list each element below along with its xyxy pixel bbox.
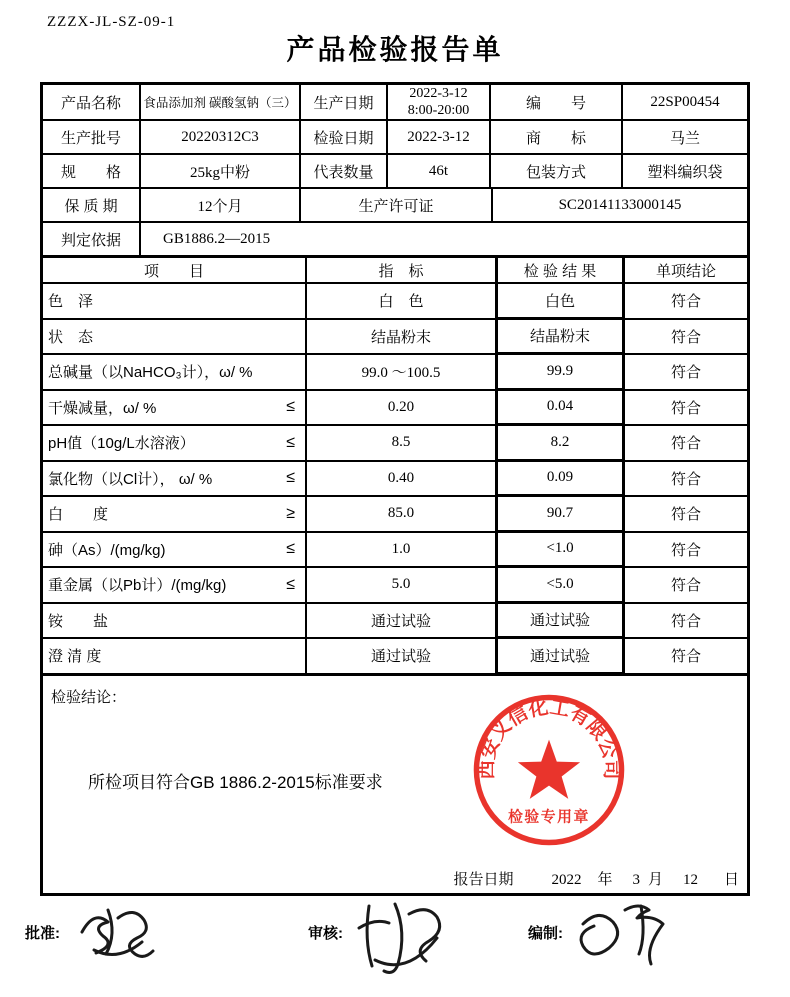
item-name: 砷（As）/(mg/kg) xyxy=(48,541,166,559)
item-name: 色 泽 xyxy=(48,293,94,311)
item-row xyxy=(43,355,747,391)
report-date-month-unit: 月 xyxy=(647,870,663,888)
item-name: 重金属（以Pb计）/(mg/kg) xyxy=(48,577,227,595)
item-conclusion: 符合 xyxy=(670,400,701,417)
review-label: 审核: xyxy=(308,925,343,942)
item-spec: 通过试验 xyxy=(307,604,497,638)
item-conclusion: 符合 xyxy=(670,613,701,630)
info-row-3 xyxy=(43,155,747,189)
item-symbol: ≤ xyxy=(286,540,295,558)
item-result: 99.9 xyxy=(497,355,625,389)
item-name: pH值（10g/L水溶液） xyxy=(48,435,195,453)
items-header-item: 项 目 xyxy=(43,258,307,282)
signature-footer xyxy=(0,898,790,988)
item-row xyxy=(43,497,747,533)
inspection-date-value: 2022-3-12 xyxy=(388,121,491,153)
report-date-day-unit: 日 xyxy=(723,870,739,888)
item-spec: 0.20 xyxy=(307,391,497,425)
license-label: 生产许可证 xyxy=(301,189,493,221)
page-title: 产品检验报告单 xyxy=(286,34,504,65)
item-result: <1.0 xyxy=(497,533,625,567)
item-symbol: ≤ xyxy=(286,433,295,451)
product-name-label: 产品名称 xyxy=(43,85,141,119)
spec-value: 25kg中粉 xyxy=(141,155,301,187)
item-conclusion: 符合 xyxy=(670,649,701,666)
items-header-spec: 指 标 xyxy=(307,258,497,282)
shelf-life-label: 保 质 期 xyxy=(43,189,141,221)
item-row xyxy=(43,533,747,569)
production-date-label: 生产日期 xyxy=(301,85,388,119)
report-date-month: 3 xyxy=(632,871,640,888)
production-date-value xyxy=(388,85,491,119)
approver-group xyxy=(25,898,163,964)
approve-label: 批准: xyxy=(25,925,60,942)
spec-label: 规 格 xyxy=(43,155,141,187)
item-symbol: ≤ xyxy=(286,398,295,416)
info-row-1 xyxy=(43,85,747,121)
item-result: 0.04 xyxy=(497,391,625,425)
report-date-year-unit: 年 xyxy=(597,870,613,888)
stamp-star-icon xyxy=(518,739,580,798)
company-seal-stamp xyxy=(471,692,627,848)
info-row-4 xyxy=(43,189,747,223)
item-name: 氯化物（以Cl计）， ω/ % xyxy=(48,470,213,488)
item-row xyxy=(43,639,747,675)
item-conclusion: 符合 xyxy=(670,542,701,559)
trademark-label: 商 标 xyxy=(491,121,623,153)
item-conclusion: 符合 xyxy=(670,578,701,595)
packaging-value: 塑料编织袋 xyxy=(647,164,723,181)
report-date xyxy=(453,868,743,889)
batch-label: 生产批号 xyxy=(43,121,141,153)
stamp-company-text: 西安义信化工有限公司 xyxy=(475,695,623,780)
item-conclusion: 符合 xyxy=(670,365,701,382)
approver-signature xyxy=(68,898,163,964)
item-row xyxy=(43,391,747,427)
item-conclusion: 符合 xyxy=(670,436,701,453)
report-date-label: 报告日期 xyxy=(453,870,514,888)
item-spec: 0.40 xyxy=(307,462,497,496)
item-result: <5.0 xyxy=(497,568,625,602)
item-conclusion: 符合 xyxy=(670,294,701,311)
item-spec: 99.0 ～100.5 xyxy=(307,355,497,389)
compiler-group xyxy=(528,898,671,968)
item-conclusion: 符合 xyxy=(670,471,701,488)
item-result: 结晶粉末 xyxy=(497,320,625,354)
stamp-seal-text: 检验专用章 xyxy=(508,808,590,825)
item-symbol: ≥ xyxy=(286,504,295,522)
report-table xyxy=(40,82,750,896)
shelf-life-value: 12个月 xyxy=(141,189,301,221)
quantity-label: 代表数量 xyxy=(301,155,388,187)
item-row xyxy=(43,426,747,462)
conclusion-box xyxy=(43,675,747,893)
item-row xyxy=(43,604,747,640)
items-header-result: 检 验 结 果 xyxy=(497,258,625,282)
number-label: 编 号 xyxy=(491,85,623,119)
item-spec: 85.0 xyxy=(307,497,497,531)
item-name: 白 度 xyxy=(48,506,109,524)
item-result: 通过试验 xyxy=(497,639,625,673)
item-conclusion: 符合 xyxy=(670,507,701,524)
item-conclusion: 符合 xyxy=(670,329,701,346)
item-name: 澄 清 度 xyxy=(48,648,102,666)
doc-code: ZZZX-JL-SZ-09-1 xyxy=(47,14,176,30)
item-row xyxy=(43,462,747,498)
item-result: 8.2 xyxy=(497,426,625,460)
number-value: 22SP00454 xyxy=(650,93,720,110)
item-result: 通过试验 xyxy=(497,604,625,638)
item-name: 铵 盐 xyxy=(48,612,109,630)
basis-label: 判定依据 xyxy=(43,223,141,255)
product-name-value: 食品添加剂 碳酸氢钠（三） xyxy=(141,85,301,119)
item-symbol: ≤ xyxy=(286,469,295,487)
item-spec: 1.0 xyxy=(307,533,497,567)
packaging-label: 包装方式 xyxy=(491,155,623,187)
item-symbol: ≤ xyxy=(286,575,295,593)
items-header-conclusion: 单项结论 xyxy=(655,262,716,280)
trademark-value: 马兰 xyxy=(669,130,700,147)
item-spec: 5.0 xyxy=(307,568,497,602)
item-row xyxy=(43,320,747,356)
item-spec: 结晶粉末 xyxy=(307,320,497,354)
info-row-2 xyxy=(43,121,747,155)
batch-value: 20220312C3 xyxy=(141,121,301,153)
report-date-day: 12 xyxy=(682,871,698,888)
item-spec: 8.5 xyxy=(307,426,497,460)
report-date-year: 2022 xyxy=(551,871,582,888)
item-name: 总碱量（以NaHCO₃计），ω/ % xyxy=(48,364,253,382)
item-result: 90.7 xyxy=(497,497,625,531)
license-value: SC20141133000145 xyxy=(558,196,682,213)
inspection-date-label: 检验日期 xyxy=(301,121,388,153)
conclusion-text: 所检项目符合GB 1886.2-2015标准要求 xyxy=(88,772,383,792)
item-result: 白色 xyxy=(497,284,625,318)
item-spec: 白 色 xyxy=(307,284,497,318)
item-name: 干燥减量，ω/ % xyxy=(48,399,157,417)
compile-label: 编制: xyxy=(528,925,563,942)
quantity-value: 46t xyxy=(388,155,491,187)
info-row-5 xyxy=(43,223,747,257)
items-header-row xyxy=(43,257,747,284)
reviewer-group xyxy=(308,898,456,978)
production-date-line1: 2022-3-12 xyxy=(409,86,468,101)
item-name: 状 态 xyxy=(48,328,94,346)
item-row xyxy=(43,284,747,320)
reviewer-signature xyxy=(351,898,456,978)
item-row xyxy=(43,568,747,604)
basis-value: GB1886.2—2015 xyxy=(163,230,271,247)
compiler-signature xyxy=(571,898,671,968)
item-result: 0.09 xyxy=(497,462,625,496)
production-date-line2: 8:00-20:00 xyxy=(407,103,470,118)
item-spec: 通过试验 xyxy=(307,639,497,673)
conclusion-label: 检验结论： xyxy=(51,688,127,706)
